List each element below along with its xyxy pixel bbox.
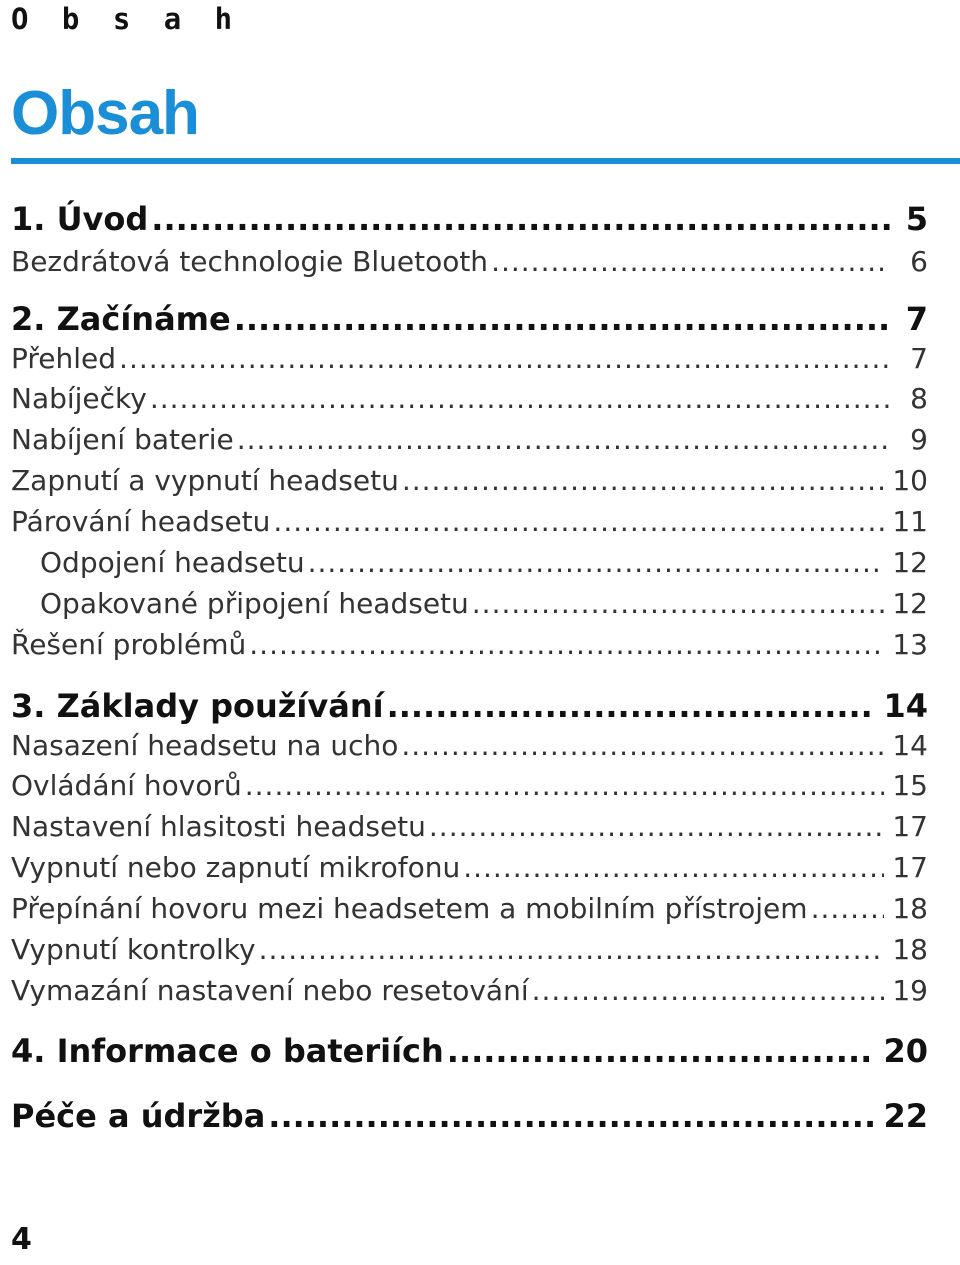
toc-entry-label: 3. Základy používání <box>11 687 384 725</box>
running-header: O b s a h <box>11 2 241 36</box>
toc-page-number: 22 <box>883 1097 928 1135</box>
toc-entry-row[interactable] <box>11 729 928 770</box>
dot-leader <box>447 1032 876 1070</box>
toc-entry-row[interactable] <box>11 892 928 933</box>
dot-leader <box>151 200 890 238</box>
toc-entry-label: Nastavení hlasitosti headsetu <box>11 810 426 843</box>
title-rule <box>11 158 960 164</box>
toc-chapter-row[interactable] <box>11 200 928 238</box>
toc-entry-row[interactable] <box>11 628 928 669</box>
dot-leader <box>387 687 876 725</box>
dot-leader <box>811 892 885 925</box>
toc-entry-row[interactable] <box>11 974 928 1015</box>
dot-leader <box>268 1097 875 1135</box>
dot-leader <box>463 851 884 884</box>
toc-entry-row[interactable] <box>11 505 928 546</box>
toc-chapter-row[interactable] <box>11 1032 928 1070</box>
page-number: 4 <box>11 1222 32 1257</box>
toc-entry-label: Řešení problémů <box>11 628 247 661</box>
toc-page-number: 7 <box>910 342 928 375</box>
dot-leader <box>245 769 885 802</box>
dot-leader <box>259 933 885 966</box>
toc-entry-label: Vypnutí kontrolky <box>11 933 256 966</box>
toc-entry-row[interactable] <box>11 423 928 464</box>
toc-entry-row[interactable] <box>11 933 928 974</box>
toc-chapter-row[interactable] <box>11 687 928 725</box>
dot-leader <box>308 546 885 579</box>
dot-leader <box>237 423 890 456</box>
toc-entry-label: 4. Informace o bateriích <box>11 1032 444 1070</box>
toc-entry-row[interactable] <box>11 464 928 505</box>
toc-entry-label: Nabíječky <box>11 382 147 415</box>
dot-leader <box>532 974 885 1007</box>
toc-page-number: 10 <box>892 464 928 497</box>
toc-entry-label: Péče a údržba <box>11 1097 266 1135</box>
toc-entry-label: 2. Začínáme <box>11 300 231 338</box>
toc-entry-row[interactable] <box>11 245 928 286</box>
toc-entry-row[interactable] <box>11 810 928 851</box>
toc-entry-row[interactable] <box>11 382 928 423</box>
toc-entry-row[interactable] <box>11 342 928 383</box>
dot-leader <box>150 382 890 415</box>
toc-chapter-row[interactable] <box>11 1097 928 1135</box>
toc-page-number: 12 <box>892 546 928 579</box>
toc-page-number: 7 <box>905 300 928 338</box>
toc-entry-label: Párování headsetu <box>11 505 271 538</box>
dot-leader <box>402 464 885 497</box>
toc-entry-label: Zapnutí a vypnutí headsetu <box>11 464 399 497</box>
toc-page-number: 8 <box>910 382 928 415</box>
toc-page-number: 9 <box>910 423 928 456</box>
toc-entry-label: Ovládání hovorů <box>11 769 242 802</box>
toc-entry-label: Opakované připojení headsetu <box>40 587 469 620</box>
toc-entry-label: Nabíjení baterie <box>11 423 234 456</box>
toc-page-number: 17 <box>892 810 928 843</box>
toc-entry-label: Nasazení headsetu na ucho <box>11 729 399 762</box>
toc-entry-label: Bezdrátová technologie Bluetooth <box>11 245 489 278</box>
toc-entry-label: Vymazání nastavení nebo resetování <box>11 974 529 1007</box>
toc-page-number: 19 <box>892 974 928 1007</box>
toc-entry-row[interactable] <box>11 587 928 628</box>
toc-entry-label: Vypnutí nebo zapnutí mikrofonu <box>11 851 461 884</box>
toc-entry-row[interactable] <box>11 546 928 587</box>
toc-entry-row[interactable] <box>11 851 928 892</box>
toc-page-number: 12 <box>892 587 928 620</box>
toc-page-number: 15 <box>892 769 928 802</box>
toc-page-number: 18 <box>892 892 928 925</box>
toc-page-number: 5 <box>905 200 928 238</box>
toc-entry-label: Přepínání hovoru mezi headsetem a mobilním přístrojem <box>11 892 808 925</box>
toc-page-number: 11 <box>892 505 928 538</box>
toc-chapter-row[interactable] <box>11 300 928 338</box>
toc-page-number: 13 <box>892 628 928 661</box>
dot-leader <box>491 245 890 278</box>
toc-page-number: 14 <box>883 687 928 725</box>
toc-page-number: 20 <box>883 1032 928 1070</box>
dot-leader <box>249 628 884 661</box>
dot-leader <box>273 505 884 538</box>
toc-page-number: 17 <box>892 851 928 884</box>
toc-entry-label: Přehled <box>11 342 117 375</box>
toc-entry-row[interactable] <box>11 769 928 810</box>
dot-leader <box>234 300 890 338</box>
toc-page-number: 18 <box>892 933 928 966</box>
toc-page-number: 14 <box>892 729 928 762</box>
page-title: Obsah <box>11 79 199 148</box>
toc-entry-label: 1. Úvod <box>11 200 149 238</box>
dot-leader <box>401 729 884 762</box>
dot-leader <box>119 342 890 375</box>
dot-leader <box>429 810 884 843</box>
toc-page-number: 6 <box>910 245 928 278</box>
toc-entry-label: Odpojení headsetu <box>40 546 305 579</box>
dot-leader <box>472 587 885 620</box>
